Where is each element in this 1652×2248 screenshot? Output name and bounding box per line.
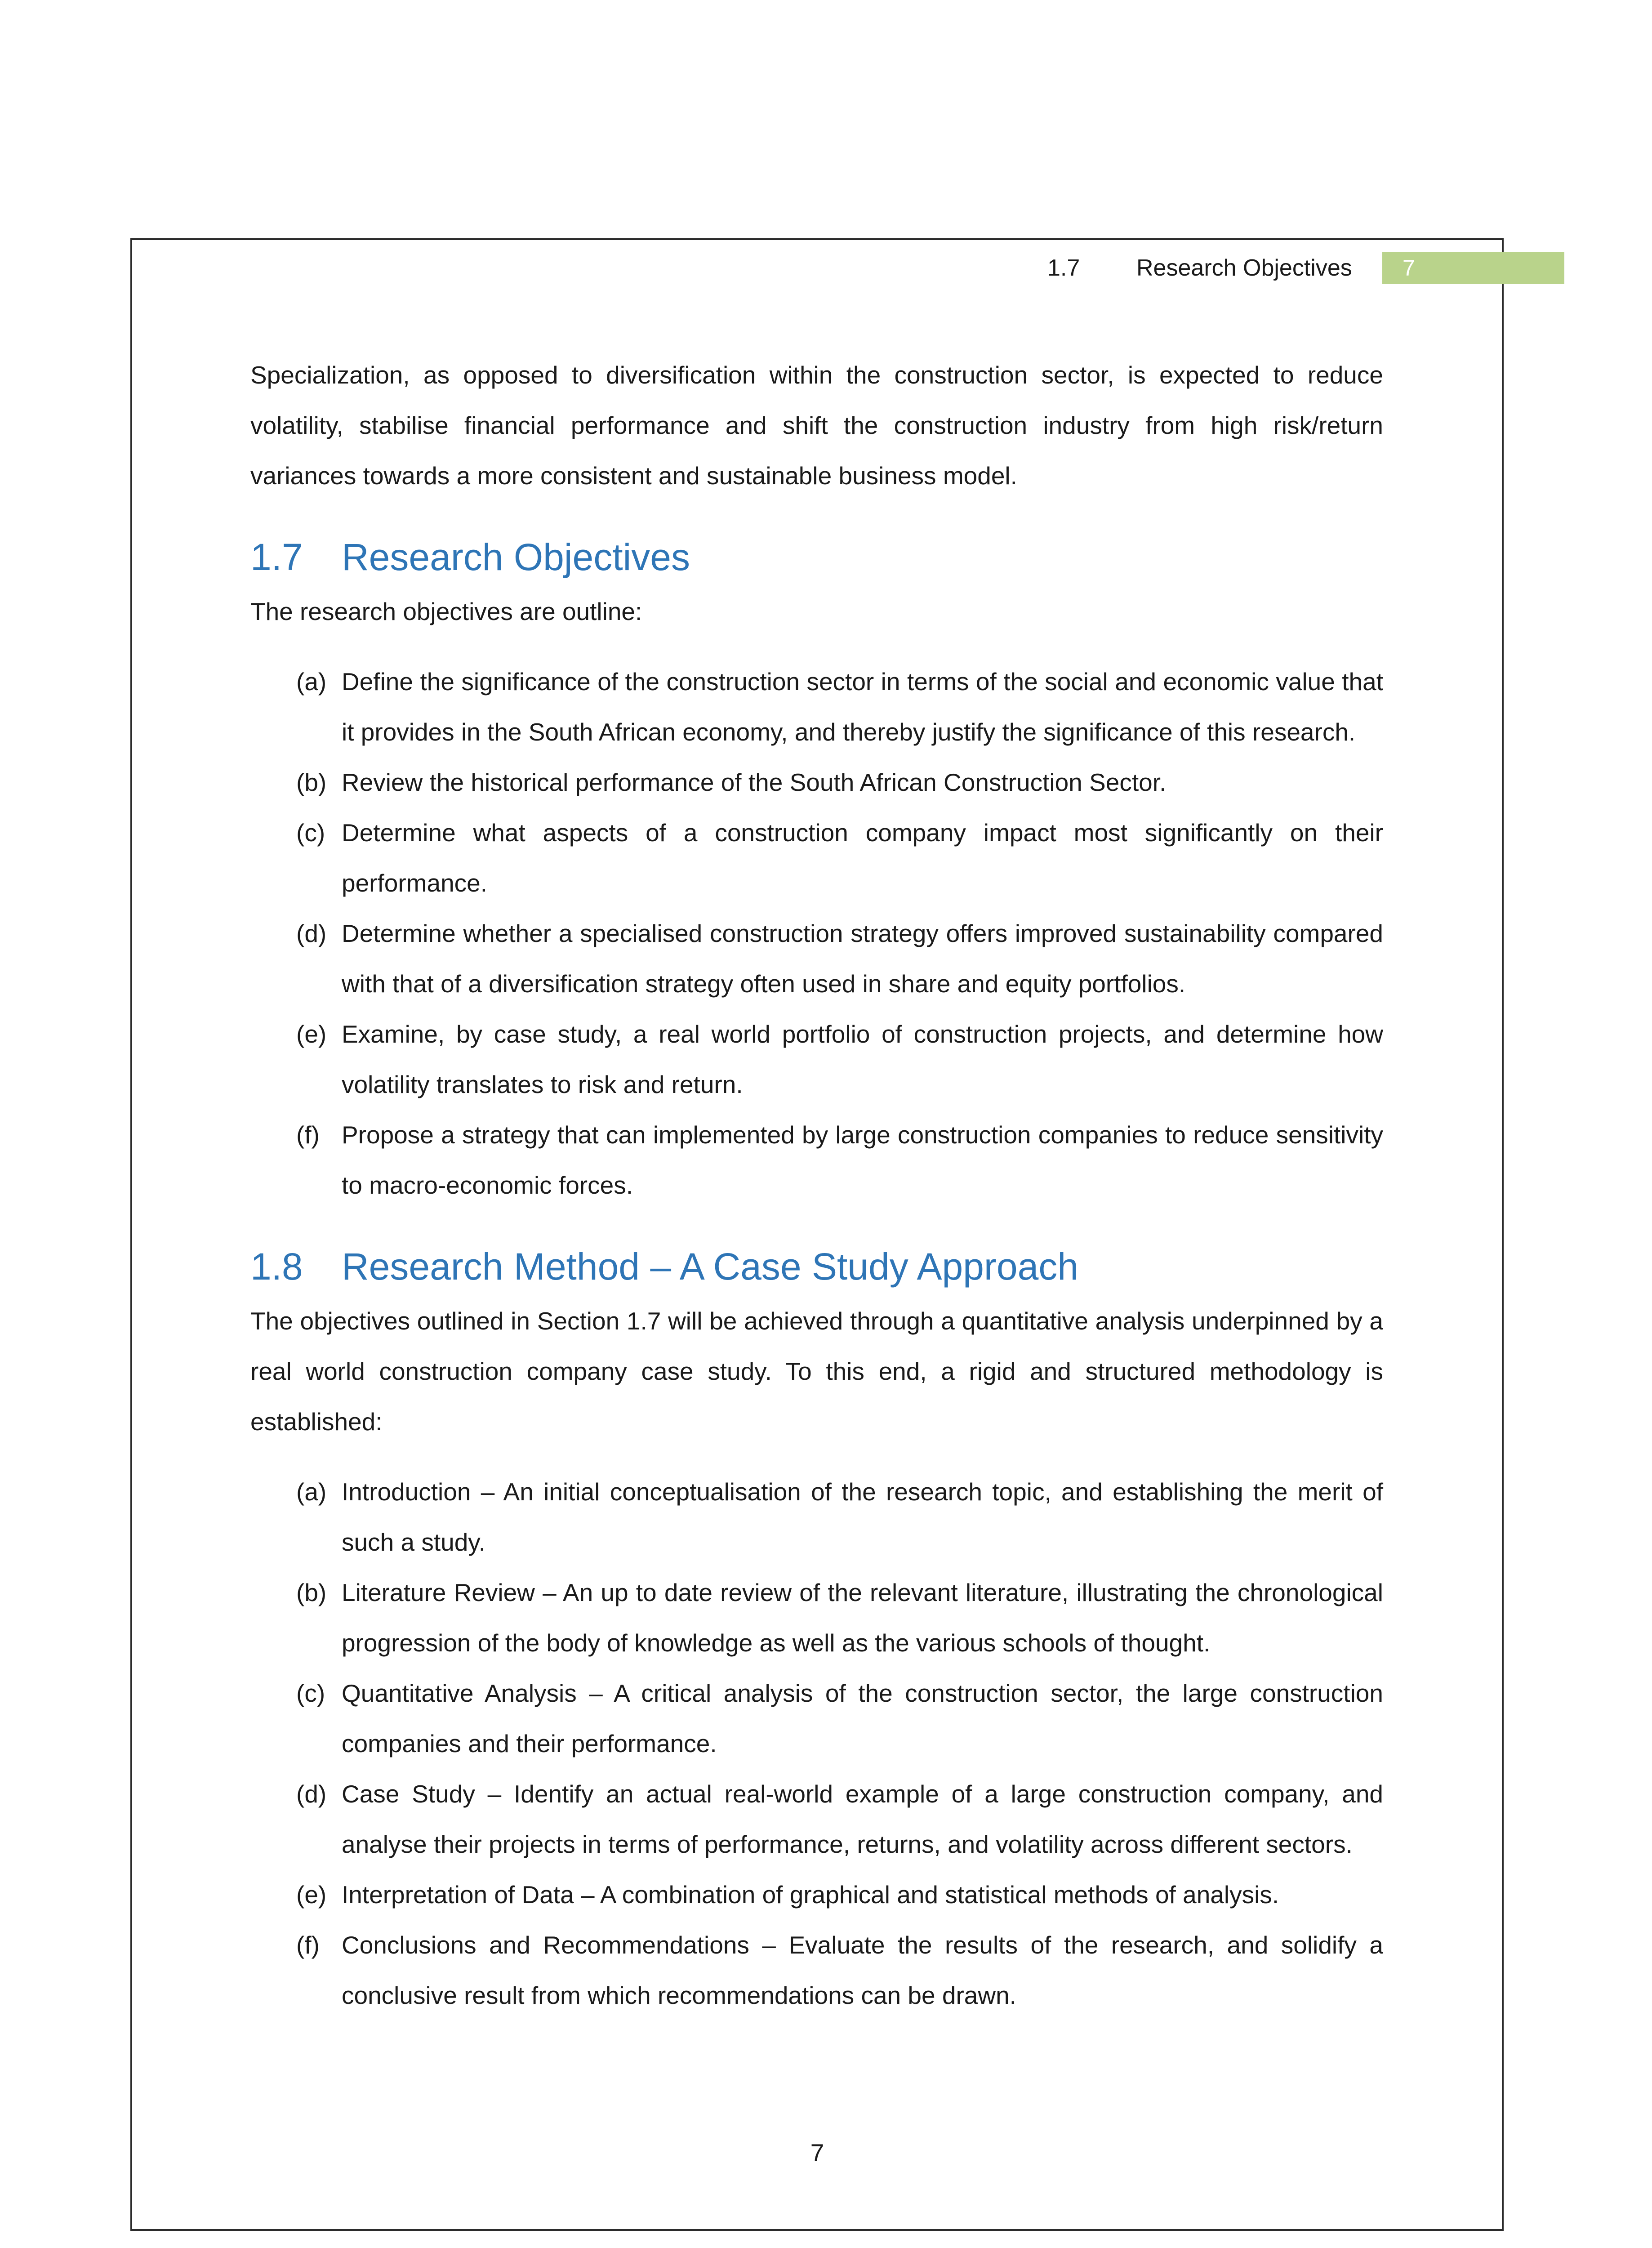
list-item xyxy=(250,1467,1383,1567)
method-list xyxy=(250,1467,1383,2021)
list-marker: (a) xyxy=(296,668,327,696)
running-header xyxy=(0,252,1564,284)
list-item-text: Review the historical performance of the South African Construction Sector. xyxy=(342,768,1167,796)
list-item-text: Introduction – An initial conceptualisation of the research topic, and establishing the merit of such a study. xyxy=(342,1478,1383,1556)
list-item xyxy=(250,1009,1383,1110)
list-item xyxy=(250,1920,1383,2021)
intro-paragraph: Specialization, as opposed to diversification within the construction sector, is expected to reduce volatility, stabilise financial performance and shift the construction industry from high risk/return variances towards a more consistent and sustainable business model. xyxy=(250,361,1383,490)
list-item xyxy=(250,656,1383,757)
list-item xyxy=(250,1668,1383,1769)
list-item-text: Conclusions and Recommendations – Evaluate the results of the research, and solidify a conclusive result from which recommendations can be drawn. xyxy=(342,1931,1383,2009)
list-item xyxy=(250,757,1383,807)
list-item-text: Quantitative Analysis – A critical analysis of the construction sector, the large construction companies and their performance. xyxy=(342,1679,1383,1757)
list-item xyxy=(250,908,1383,1009)
list-item-text: Interpretation of Data – A combination of graphical and statistical methods of analysis. xyxy=(342,1881,1279,1909)
list-item xyxy=(250,807,1383,908)
section-1-8-title: Research Method – A Case Study Approach xyxy=(342,1245,1079,1288)
page-number: 7 xyxy=(810,2139,824,2167)
list-marker: (a) xyxy=(296,1478,327,1506)
list-marker: (d) xyxy=(296,1780,327,1808)
list-item-text: Case Study – Identify an actual real-world example of a large construction company, and analyse their projects in terms of performance, returns, and volatility across different sectors. xyxy=(342,1780,1383,1858)
list-marker: (f) xyxy=(296,1931,320,1959)
list-item xyxy=(250,1110,1383,1210)
list-marker: (b) xyxy=(296,1579,327,1606)
list-item xyxy=(250,1567,1383,1668)
section-1-7-heading xyxy=(250,528,1383,586)
section-1-8-heading xyxy=(250,1237,1383,1296)
objectives-list xyxy=(250,656,1383,1210)
list-item xyxy=(250,1869,1383,1920)
list-marker: (d) xyxy=(296,919,327,947)
list-item-text: Literature Review – An up to date review of the relevant literature, illustrating the chronological progression of the body of knowledge as well as the various schools of thought. xyxy=(342,1579,1383,1657)
list-item xyxy=(250,1769,1383,1869)
header-section-title: Research Objectives xyxy=(1136,255,1352,281)
list-marker: (e) xyxy=(296,1881,327,1909)
list-marker: (e) xyxy=(296,1020,327,1048)
header-page-tab xyxy=(1382,252,1564,284)
page-body xyxy=(250,350,1383,2021)
list-item-text: Examine, by case study, a real world portfolio of construction projects, and determine how volatility translates to risk and return. xyxy=(342,1020,1383,1098)
list-item-text: Determine whether a specialised construction strategy offers improved sustainability compared with that of a diversification strategy often used in share and equity portfolios. xyxy=(342,919,1383,998)
header-section-number: 1.7 xyxy=(1047,255,1080,281)
section-1-7-lead: The research objectives are outline: xyxy=(250,598,642,625)
list-item-text: Determine what aspects of a construction company impact most significantly on their performance. xyxy=(342,819,1383,897)
list-item-text: Propose a strategy that can implemented by large construction companies to reduce sensitivity to macro-economic forces. xyxy=(342,1121,1383,1199)
header-page-tab-number: 7 xyxy=(1403,255,1415,281)
list-item-text: Define the significance of the construction sector in terms of the social and economic value that it provides in the South African economy, and thereby justify the significance of this research. xyxy=(342,668,1383,746)
list-marker: (c) xyxy=(296,819,325,847)
section-1-8-number: 1.8 xyxy=(250,1245,303,1288)
list-marker: (b) xyxy=(296,768,327,796)
list-marker: (c) xyxy=(296,1679,325,1707)
section-1-7-title: Research Objectives xyxy=(342,536,690,578)
section-1-7-number: 1.7 xyxy=(250,536,303,578)
list-marker: (f) xyxy=(296,1121,320,1149)
section-1-8-lead: The objectives outlined in Section 1.7 will be achieved through a quantitative analysis underpinned by a real world construction company case study. To this end, a rigid and structured methodology is established: xyxy=(250,1307,1383,1436)
